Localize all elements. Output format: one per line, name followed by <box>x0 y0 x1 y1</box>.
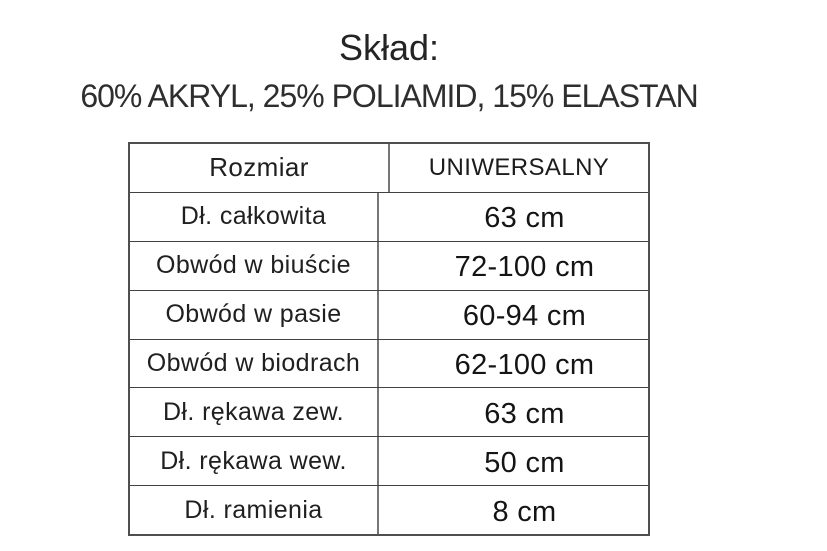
row-label: Dł. całkowita <box>130 193 379 241</box>
table-row <box>130 485 648 534</box>
composition-text: 60% AKRYL, 25% POLIAMID, 15% ELASTAN <box>80 78 698 114</box>
row-label: Dł. rękawa zew. <box>130 388 379 436</box>
header-value-cell: UNIWERSALNY <box>428 153 610 181</box>
row-label: Obwód w biodrach <box>130 340 379 388</box>
row-label: Obwód w biuście <box>130 242 379 290</box>
table-row <box>130 290 648 339</box>
size-table-header-row <box>130 144 648 192</box>
row-value: 8 cm <box>492 495 557 528</box>
row-label: Obwód w pasie <box>130 291 379 339</box>
row-value: 72-100 cm <box>454 251 595 284</box>
row-value: 63 cm <box>484 202 565 235</box>
header-label-cell: Rozmiar <box>130 144 390 192</box>
size-table <box>128 142 650 536</box>
table-row <box>130 436 648 485</box>
table-row <box>130 192 648 241</box>
row-value: 50 cm <box>484 446 565 479</box>
table-row <box>130 339 648 388</box>
page-title: Skład: <box>338 27 440 68</box>
row-value: 63 cm <box>484 397 565 430</box>
content-area <box>0 0 778 115</box>
table-row <box>130 387 648 436</box>
table-row <box>130 241 648 290</box>
row-value: 60-94 cm <box>462 300 587 333</box>
row-value: 62-100 cm <box>454 348 595 381</box>
row-label: Dł. ramienia <box>130 486 379 534</box>
row-label: Dł. rękawa wew. <box>130 437 379 485</box>
